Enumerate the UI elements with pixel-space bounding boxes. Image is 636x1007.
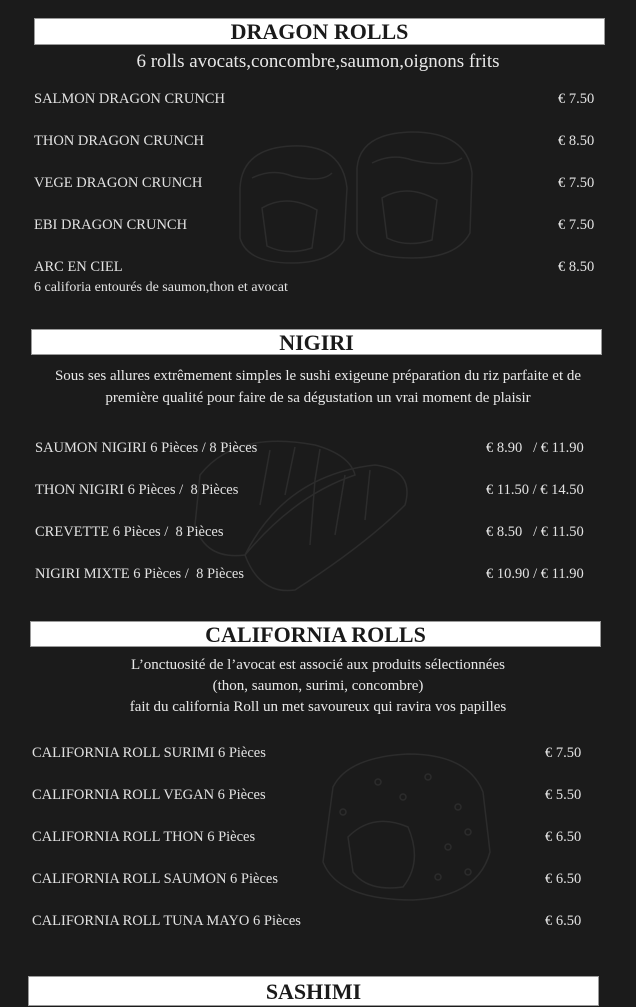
menu-item-price: € 8.90 / € 11.90 [486,440,584,456]
section-description: 6 rolls avocats,concombre,saumon,oignons frits [136,51,500,72]
menu-item-name: CALIFORNIA ROLL THON 6 Pièces [32,829,256,845]
section-title: DRAGON ROLLS [230,19,409,44]
menu-item-price: € 5.50 [545,787,582,803]
menu-item-price: € 8.50 / € 11.50 [486,524,584,540]
menu-item-note: 6 califoria entourés de saumon,thon et avocat [34,280,288,295]
menu-item-price: € 6.50 [545,829,582,845]
section-header-sashimi [28,976,599,1006]
menu-item-price: € 7.50 [558,175,595,191]
dragon-roll-illustration [232,128,482,268]
menu-item-name: THON DRAGON CRUNCH [34,133,204,149]
menu-item-price: € 6.50 [545,913,582,929]
menu-item-name: SALMON DRAGON CRUNCH [34,91,225,107]
menu-item-name: ARC EN CIEL [34,259,123,275]
menu-item-name: CALIFORNIA ROLL TUNA MAYO 6 Pièces [32,913,301,929]
menu-item-name: EBI DRAGON CRUNCH [34,217,188,233]
menu-item-price: € 8.50 [558,259,595,275]
menu-item-price: € 11.50 / € 14.50 [486,482,584,498]
menu-item-price: € 7.50 [545,745,582,761]
menu-item-price: € 6.50 [545,871,582,887]
section-header-nigiri [31,329,602,355]
menu-item-price: € 7.50 [558,91,595,107]
menu-item-name: CREVETTE 6 Pièces / 8 Pièces [35,524,224,540]
section-title: NIGIRI [279,330,354,355]
section-description: L’onctuosité de l’avocat est associé aux produits sélectionnées (thon, saumon, surimi, concombre) fait du california Roll un met savoureux qui ravira vos papilles [129,657,507,715]
menu-item-name: VEGE DRAGON CRUNCH [34,175,203,191]
menu-item-price: € 8.50 [558,133,595,149]
section-description: Sous ses allures extrêmement simples le sushi exigeune préparation du riz parfaite et de première qualité pour faire de sa dégustation un vrai moment de plaisir [54,368,582,406]
section-header-california-rolls [30,621,601,647]
menu-item-name: THON NIGIRI 6 Pièces / 8 Pièces [35,482,239,498]
menu-item-name: CALIFORNIA ROLL SAUMON 6 Pièces [32,871,278,887]
menu-item-name: CALIFORNIA ROLL VEGAN 6 Pièces [32,787,266,803]
menu-item-price: € 10.90 / € 11.90 [486,566,584,582]
section-title: SASHIMI [265,979,362,1004]
menu-item-name: NIGIRI MIXTE 6 Pièces / 8 Pièces [35,566,244,582]
menu-item-name: CALIFORNIA ROLL SURIMI 6 Pièces [32,745,266,761]
section-header-dragon-rolls [34,18,605,45]
california-roll-illustration [318,752,493,902]
menu-item-price: € 7.50 [558,217,595,233]
menu-item-name: SAUMON NIGIRI 6 Pièces / 8 Pièces [35,440,258,456]
section-title: CALIFORNIA ROLLS [205,622,426,647]
